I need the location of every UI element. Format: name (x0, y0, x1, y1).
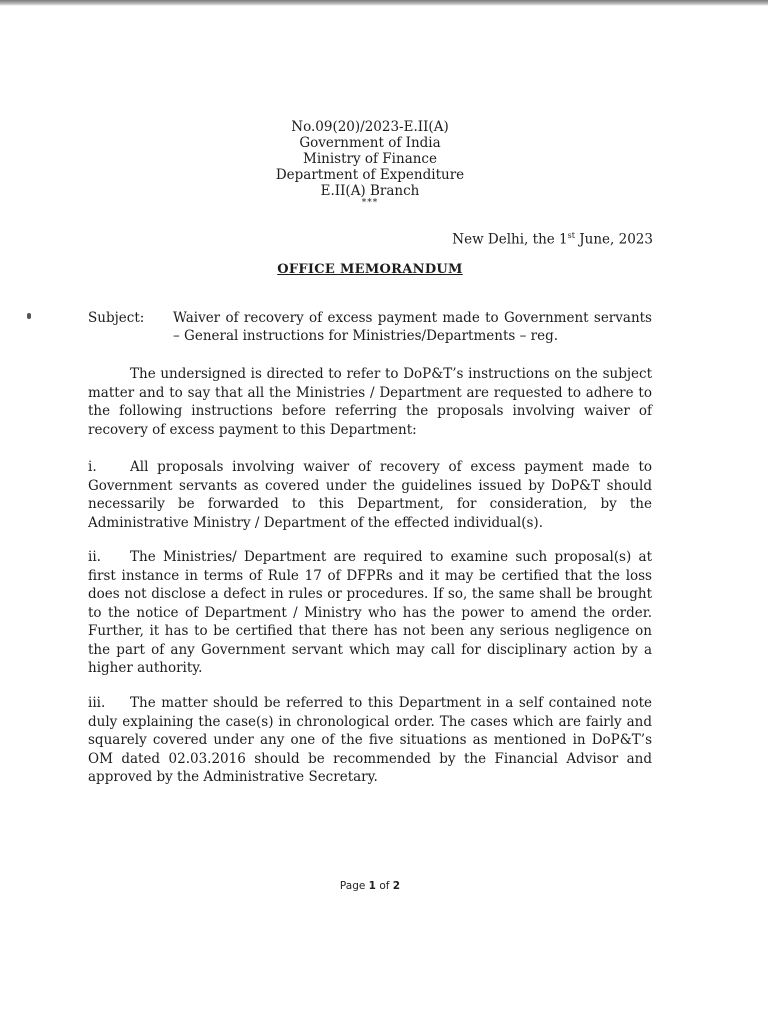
file-number: No.09(20)/2023-E.II(A) (291, 119, 449, 135)
subject-label: Subject: (88, 310, 145, 326)
point-1-text: All proposals involving waiver of recovery of excess payment made to Government servants as covered under the guidelines issued by DoP&T should necessarily be forwarded to this Department, for consideration, by the Administrative Ministry / Department of the effected individual(s). (88, 459, 652, 531)
point-1 (88, 458, 652, 532)
page-prefix: Page (339, 880, 369, 892)
date-prefix: New Delhi, the 1 (452, 231, 568, 248)
point-2-text: The Ministries/ Department are required to examine such proposal(s) at first instance in terms of Rule 17 of DFPRs and it may be certified that the loss does not disclose a defect in rules or procedures. If so, the same shall be brought to the notice of Department / Ministry who has the power to amend the order. Further, it has to be certified that there has not been any serious negligence on the part of any Government servant which may call for disciplinary action by a higher authority. (88, 549, 652, 676)
date-suffix: June, 2023 (574, 231, 653, 248)
point-3-number: iii. (88, 695, 106, 711)
point-3-text: The matter should be referred to this Department in a self contained note duly explaining the case(s) in chronological order. The cases which are fairly and squarely covered under any one of the five situations as mentioned in DoP&T’s OM dated 02.03.2016 should be recommended by the Financial Advisor and approved by the Administrative Secretary. (88, 695, 652, 785)
page-total: 2 (392, 880, 401, 892)
scan-top-edge (0, 0, 768, 6)
page-current: 1 (368, 880, 376, 892)
intro-paragraph: The undersigned is directed to refer to DoP&T’s instructions on the subject matter and to say that all the Ministries / Department are requested to adhere to the following instructions before referring the proposals involving waiver of recovery of excess payment to this Department: (88, 366, 652, 438)
subject-block (88, 309, 652, 345)
page-number (0, 880, 740, 892)
letterhead (0, 119, 740, 207)
department-name: Department of Expenditure (275, 167, 465, 183)
point-1-number: i. (88, 459, 97, 475)
date-line (452, 231, 653, 248)
point-3 (88, 694, 652, 787)
branch-name: E.II(A) Branch (320, 183, 420, 199)
date-ordinal: st (567, 231, 575, 240)
subject-text: Waiver of recovery of excess payment made to Government servants – General instructions for Ministries/Departments – reg. (173, 310, 652, 344)
header-separator: *** (361, 198, 379, 208)
government-name: Government of India (299, 135, 441, 151)
scan-speck (27, 313, 31, 319)
point-2 (88, 548, 652, 678)
point-2-number: ii. (88, 549, 101, 565)
ministry-name: Ministry of Finance (303, 151, 437, 167)
memo-title: OFFICE MEMORANDUM (277, 262, 463, 277)
page-separator: of (375, 880, 393, 892)
